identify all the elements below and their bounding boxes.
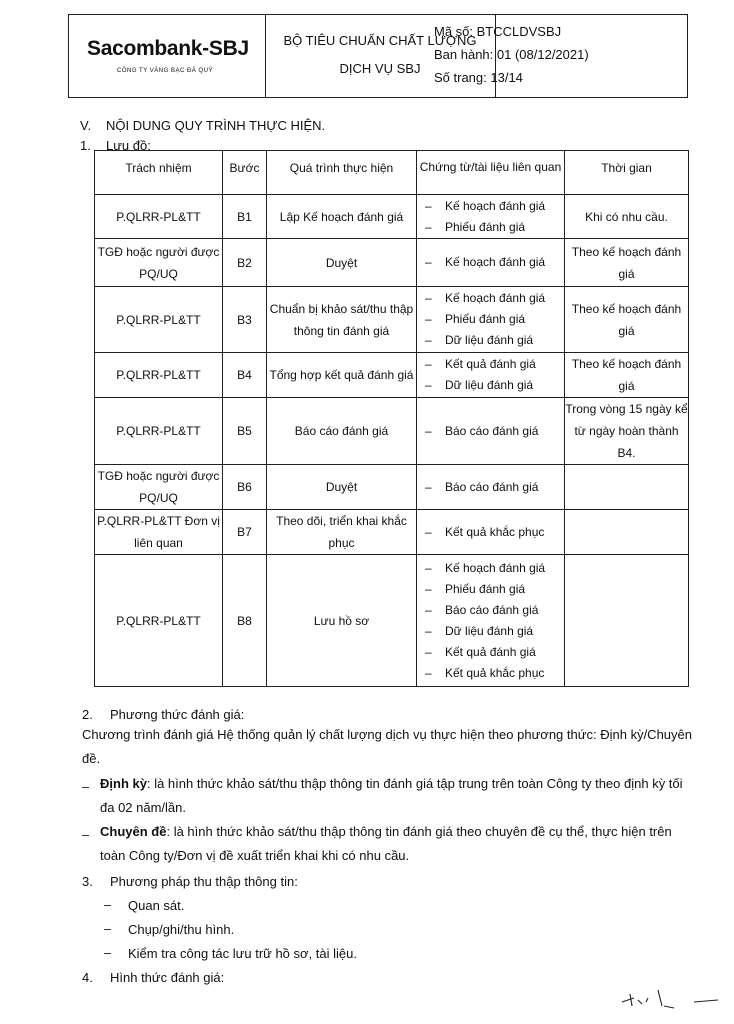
- collection-method-item: Chụp/ghi/thu hình.: [128, 922, 235, 937]
- document-list: [417, 196, 564, 238]
- section-2-title: Phương thức đánh giá:: [110, 707, 245, 722]
- section-3-number: 3.: [82, 874, 93, 889]
- document-item: – Kế hoạch đánh giá: [425, 196, 564, 217]
- table-row: [95, 239, 689, 287]
- cell-documents: [417, 510, 565, 555]
- cell-responsibility: P.QLRR-PL&TT: [95, 195, 223, 239]
- cell-step: B8: [223, 555, 267, 687]
- table-row: [95, 353, 689, 398]
- method-periodic-term: Định kỳ: [100, 776, 147, 791]
- cell-process: Theo dõi, triển khai khắc phục: [267, 510, 417, 555]
- cell-process: Lưu hồ sơ: [267, 555, 417, 687]
- section-1-title: Lưu đồ:: [106, 138, 151, 153]
- cell-time: [565, 465, 689, 510]
- section-4-number: 4.: [82, 970, 93, 985]
- document-item: – Báo cáo đánh giá: [425, 477, 564, 498]
- cell-documents: [417, 398, 565, 465]
- dash-marker: –: [104, 898, 111, 912]
- cell-process: Duyệt: [267, 465, 417, 510]
- cell-documents: [417, 465, 565, 510]
- cell-time: Theo kế hoạch đánh giá: [565, 353, 689, 398]
- cell-step: B5: [223, 398, 267, 465]
- document-item: – Dữ liệu đánh giá: [425, 375, 564, 396]
- cell-responsibility: P.QLRR-PL&TT: [95, 353, 223, 398]
- section-3-title: Phương pháp thu thập thông tin:: [110, 874, 298, 889]
- cell-documents: [417, 239, 565, 287]
- document-item: – Kết quả đánh giá: [425, 642, 564, 663]
- method-topic-term: Chuyên đề: [100, 824, 167, 839]
- document-item: – Kế hoạch đánh giá: [425, 288, 564, 309]
- cell-step: B1: [223, 195, 267, 239]
- table-row: [95, 465, 689, 510]
- cell-time: [565, 555, 689, 687]
- cell-responsibility: TGĐ hoặc người được PQ/UQ: [95, 465, 223, 510]
- cell-documents: [417, 287, 565, 353]
- page-number: Số trang: 13/14: [434, 70, 523, 85]
- document-item: – Phiếu đánh giá: [425, 579, 564, 600]
- table-header-row: [95, 151, 689, 195]
- document-title-line1: BỘ TIÊU CHUẨN CHẤT LƯỢNG: [283, 33, 477, 48]
- cell-process: Duyệt: [267, 239, 417, 287]
- header-step: Bước: [223, 151, 267, 195]
- document-item: – Báo cáo đánh giá: [425, 600, 564, 621]
- cell-responsibility: P.QLRR-PL&TT Đơn vị liên quan: [95, 510, 223, 555]
- table-row: [95, 398, 689, 465]
- document-code: Mã số: BTCCLDVSBJ: [434, 24, 562, 39]
- flowchart-table: [94, 150, 689, 687]
- document-list: [417, 421, 564, 442]
- signature-initials: [618, 986, 722, 1010]
- section-2-intro: Chương trình đánh giá Hệ thống quản lý chất lượng dịch vụ thực hiện theo phương thức: Định kỳ/Chuyên đề.: [82, 727, 692, 766]
- document-item: – Phiếu đánh giá: [425, 217, 564, 238]
- collection-method-item: Kiểm tra công tác lưu trữ hồ sơ, tài liệu.: [128, 946, 357, 961]
- document-item: – Dữ liệu đánh giá: [425, 330, 564, 351]
- cell-responsibility: TGĐ hoặc người được PQ/UQ: [95, 239, 223, 287]
- document-list: [417, 252, 564, 273]
- cell-process: Tổng hợp kết quả đánh giá: [267, 353, 417, 398]
- document-list: [417, 558, 564, 684]
- document-list: [417, 522, 564, 543]
- document-item: – Kế hoạch đánh giá: [425, 558, 564, 579]
- cell-step: B3: [223, 287, 267, 353]
- section-v-number: V.: [80, 118, 92, 133]
- cell-documents: [417, 353, 565, 398]
- document-item: – Báo cáo đánh giá: [425, 421, 564, 442]
- section-2-number: 2.: [82, 707, 93, 722]
- collection-method-item: Quan sát.: [128, 898, 185, 913]
- cell-step: B4: [223, 353, 267, 398]
- cell-process: Chuẩn bị khảo sát/thu thập thông tin đánh giá: [267, 287, 417, 353]
- table-row: [95, 555, 689, 687]
- section-4-title: Hình thức đánh giá:: [110, 970, 225, 985]
- header-responsibility: Trách nhiệm: [95, 151, 223, 195]
- method-periodic: [100, 772, 692, 820]
- header-process: Quá trình thực hiện: [267, 151, 417, 195]
- cell-step: B7: [223, 510, 267, 555]
- document-header: [68, 14, 688, 98]
- method-periodic-text: : là hình thức khảo sát/thu thập thông tin đánh giá tập trung trên toàn Công ty theo định kỳ tối đa 02 năm/lần.: [100, 776, 683, 815]
- cell-process: Lập Kế hoạch đánh giá: [267, 195, 417, 239]
- document-item: – Phiếu đánh giá: [425, 309, 564, 330]
- method-topic-text: : là hình thức khảo sát/thu thập thông tin đánh giá theo chuyên đề cụ thể, thực hiện trên toàn Công ty/Đơn vị đề xuất triển khai khi có nhu cầu.: [100, 824, 672, 863]
- document-title-line2: DỊCH VỤ SBJ: [339, 61, 421, 76]
- dash-marker: –: [82, 780, 89, 794]
- document-item: – Dữ liệu đánh giá: [425, 621, 564, 642]
- cell-responsibility: P.QLRR-PL&TT: [95, 555, 223, 687]
- document-list: [417, 354, 564, 396]
- cell-step: B2: [223, 239, 267, 287]
- cell-time: Trong vòng 15 ngày kể từ ngày hoàn thành B4.: [565, 398, 689, 465]
- header-documents: Chứng từ/tài liệu liên quan: [417, 151, 565, 195]
- document-item: – Kết quả đánh giá: [425, 354, 564, 375]
- header-time: Thời gian: [565, 151, 689, 195]
- cell-time: Theo kế hoạch đánh giá: [565, 287, 689, 353]
- dash-marker: –: [104, 922, 111, 936]
- document-item: – Kết quả khắc phục: [425, 663, 564, 684]
- cell-step: B6: [223, 465, 267, 510]
- cell-documents: [417, 555, 565, 687]
- document-item: – Kết quả khắc phục: [425, 522, 564, 543]
- section-1-number: 1.: [80, 138, 91, 153]
- issue-info: Ban hành: 01 (08/12/2021): [434, 47, 589, 62]
- cell-responsibility: P.QLRR-PL&TT: [95, 398, 223, 465]
- cell-process: Báo cáo đánh giá: [267, 398, 417, 465]
- cell-time: [565, 510, 689, 555]
- table-row: [95, 287, 689, 353]
- table-row: [95, 510, 689, 555]
- document-item: – Kế hoạch đánh giá: [425, 252, 564, 273]
- document-list: [417, 288, 564, 351]
- company-logo: Sacombank-SBJ: [87, 37, 249, 60]
- dash-marker: –: [104, 946, 111, 960]
- cell-time: Theo kế hoạch đánh giá: [565, 239, 689, 287]
- cell-time: Khi có nhu cầu.: [565, 195, 689, 239]
- logo-cell: [69, 15, 266, 97]
- company-logo-subtitle: CÔNG TY VÀNG BẠC ĐÁ QUÝ: [117, 68, 213, 74]
- document-list: [417, 477, 564, 498]
- dash-marker: –: [82, 828, 89, 842]
- cell-responsibility: P.QLRR-PL&TT: [95, 287, 223, 353]
- section-v-title: NỘI DUNG QUY TRÌNH THỰC HIỆN.: [106, 118, 326, 133]
- cell-documents: [417, 195, 565, 239]
- table-row: [95, 195, 689, 239]
- method-topic: [100, 820, 692, 868]
